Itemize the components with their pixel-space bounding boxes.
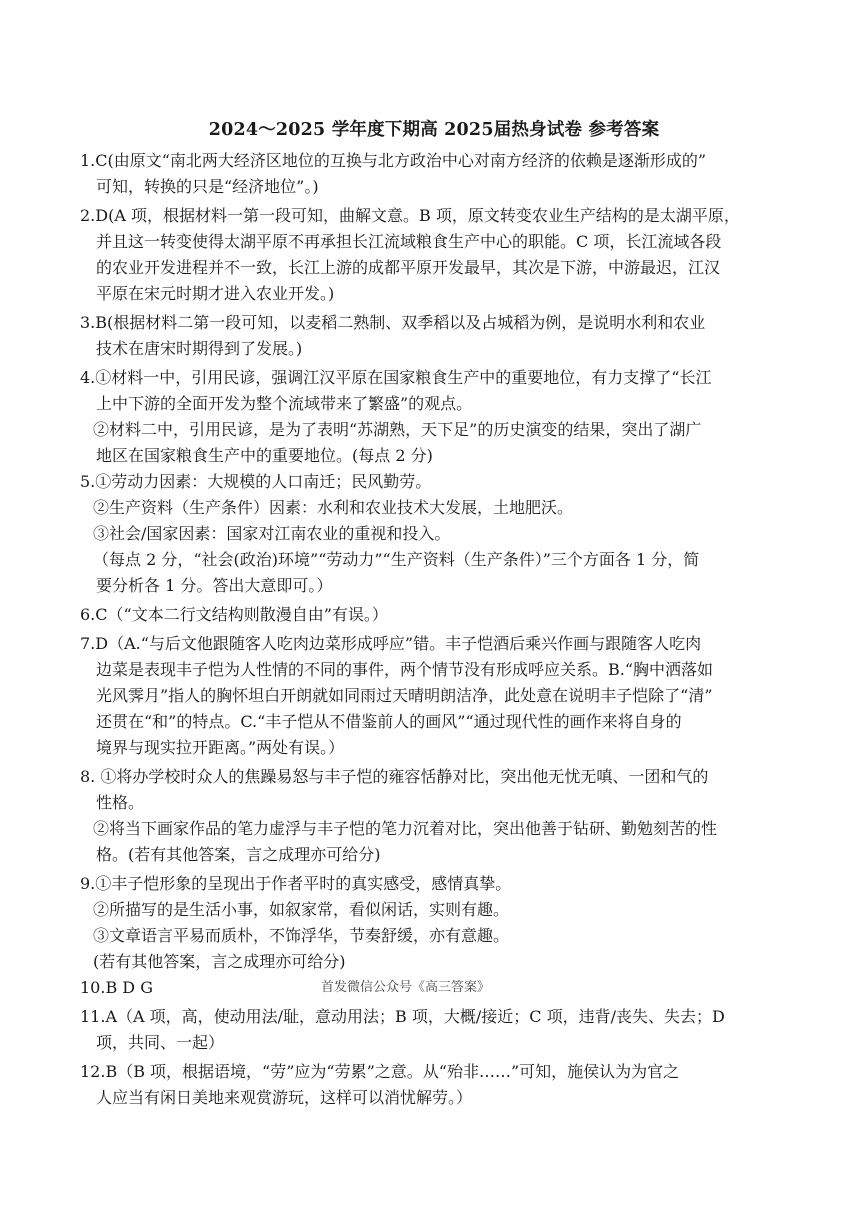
answer-8-line-4: 格。(若有其他答案，言之成理亦可给分): [96, 845, 381, 864]
answer-7-line-3: 光风霁月”指人的胸怀坦白开朗就如同雨过天晴明朗洁净，此处意在说明丰子恺除了“清”: [96, 686, 713, 705]
answer-11-line-1: 11.A（A 项，高，使动用法/耻，意动用法；B 项，大概/接近；C 项，违背/丧失、失去；D: [80, 1007, 725, 1026]
page-title: 2024～2025 学年度下期高 2025届热身试卷 参考答案: [208, 120, 660, 140]
answer-12-line-2: 人应当有闲日美地来观赏游玩，这样可以消忧解劳。）: [96, 1088, 473, 1107]
answer-1-line-1: 1.C(由原文“南北两大经济区地位的互换与北方政治中心对南方经济的依赖是逐渐形成的”: [80, 151, 707, 170]
answer-2-line-3: 的农业开发进程并不一致，长江上游的成都平原开发最早，其次是下游，中游最迟，江汉: [96, 258, 721, 277]
answer-7-line-5: 境界与现实拉开距离。”两处有误。）: [96, 738, 345, 757]
watermark-text: 首发微信公众号《高三答案》: [320, 980, 490, 995]
answer-5-line-3: ③社会/国家因素：国家对江南农业的重视和投入。: [93, 524, 451, 543]
answer-6-line-1: 6.C（“文本二行文结构则散漫自由”有误。）: [80, 605, 388, 624]
answer-1-line-2: 可知，转换的只是“经济地位”。): [96, 177, 319, 196]
answer-9-line-2: ②所描写的是生活小事，如叙家常，看似闲话，实则有趣。: [93, 900, 510, 919]
answer-2-line-4: 平原在宋元时期才进入农业开发。): [96, 284, 335, 303]
answer-4-line-3: ②材料二中，引用民谚，是为了表明“苏湖熟，天下足”的历史演变的结果，突出了湖广: [93, 420, 702, 439]
answer-9-line-4: (若有其他答案，言之成理亦可给分): [93, 952, 346, 971]
answer-9-line-1: 9.①丰子恺形象的呈现出于作者平时的真实感受，感情真挚。: [80, 874, 512, 893]
answer-5-line-4: （每点 2 分，“社会(政治)环境”“劳动力”“生产资料（生产条件）”三个方面各 1 分，简: [93, 550, 700, 569]
answer-10-text: 10.B D G: [80, 978, 153, 997]
answer-4-line-4: 地区在国家粮食生产中的重要地位。(每点 2 分): [96, 446, 433, 465]
answer-7-line-2: 边菜是表现丰子恺为人性情的不同的事件，两个情节没有形成呼应关系。B.“胸中洒落如: [96, 660, 714, 679]
answer-4-line-1: 4.①材料一中，引用民谚，强调江汉平原在国家粮食生产中的重要地位，有力支撑了“长江: [80, 368, 712, 387]
answer-8-line-2: 性格。: [96, 793, 145, 812]
answer-2-line-1: 2.D(A 项，根据材料一第一段可知，曲解文意。B 项，原文转变农业生产结构的是太湖平原，: [80, 206, 740, 225]
answer-8-line-1: 8. ①将办学校时众人的焦躁易怒与丰子恺的雍容恬静对比，突出他无忧无嗔、一团和气的: [80, 767, 709, 786]
answer-5-line-1: 5.①劳动力因素：大规模的人口南迁；民风勤劳。: [80, 472, 432, 491]
answer-9-line-3: ③文章语言平易而质朴，不饰浮华，节奏舒缓，亦有意趣。: [93, 926, 510, 945]
answer-3-line-1: 3.B(根据材料二第一段可知，以麦稻二熟制、双季稻以及占城稻为例，是说明水利和农业: [80, 313, 706, 332]
answer-12-line-1: 12.B（B 项，根据语境，“劳”应为“劳累”之意。从“殆非……”可知，施侯认为为官之: [80, 1062, 680, 1081]
answer-4-line-2: 上中下游的全面开发为整个流域带来了繁盛”的观点。: [96, 394, 473, 413]
answer-5-line-5: 要分析各 1 分。答出大意即可。）: [96, 576, 333, 595]
answer-8-line-3: ②将当下画家作品的笔力虚浮与丰子恺的笔力沉着对比，突出他善于钻研、勤勉刻苦的性: [93, 819, 718, 838]
answer-7-line-1: 7.D（A.“与后文他跟随客人吃肉边菜形成呼应”错。丰子恺酒后乘兴作画与跟随客人吃肉: [80, 634, 702, 653]
answer-5-line-2: ②生产资料（生产条件）因素：水利和农业技术大发展，土地肥沃。: [93, 498, 574, 517]
answer-11-line-2: 项，共同、一起）: [96, 1033, 225, 1052]
answer-7-line-4: 还贯在“和”的特点。C.“丰子恺从不借鉴前人的画风”“通过现代性的画作来将自身的: [96, 712, 682, 731]
answer-3-line-2: 技术在唐宋时期得到了发展。): [96, 339, 303, 358]
answer-2-line-2: 并且这一转变使得太湖平原不再承担长江流域粮食生产中心的职能。C 项，长江流域各段: [96, 232, 722, 251]
answer-10-line: [80, 975, 792, 1001]
